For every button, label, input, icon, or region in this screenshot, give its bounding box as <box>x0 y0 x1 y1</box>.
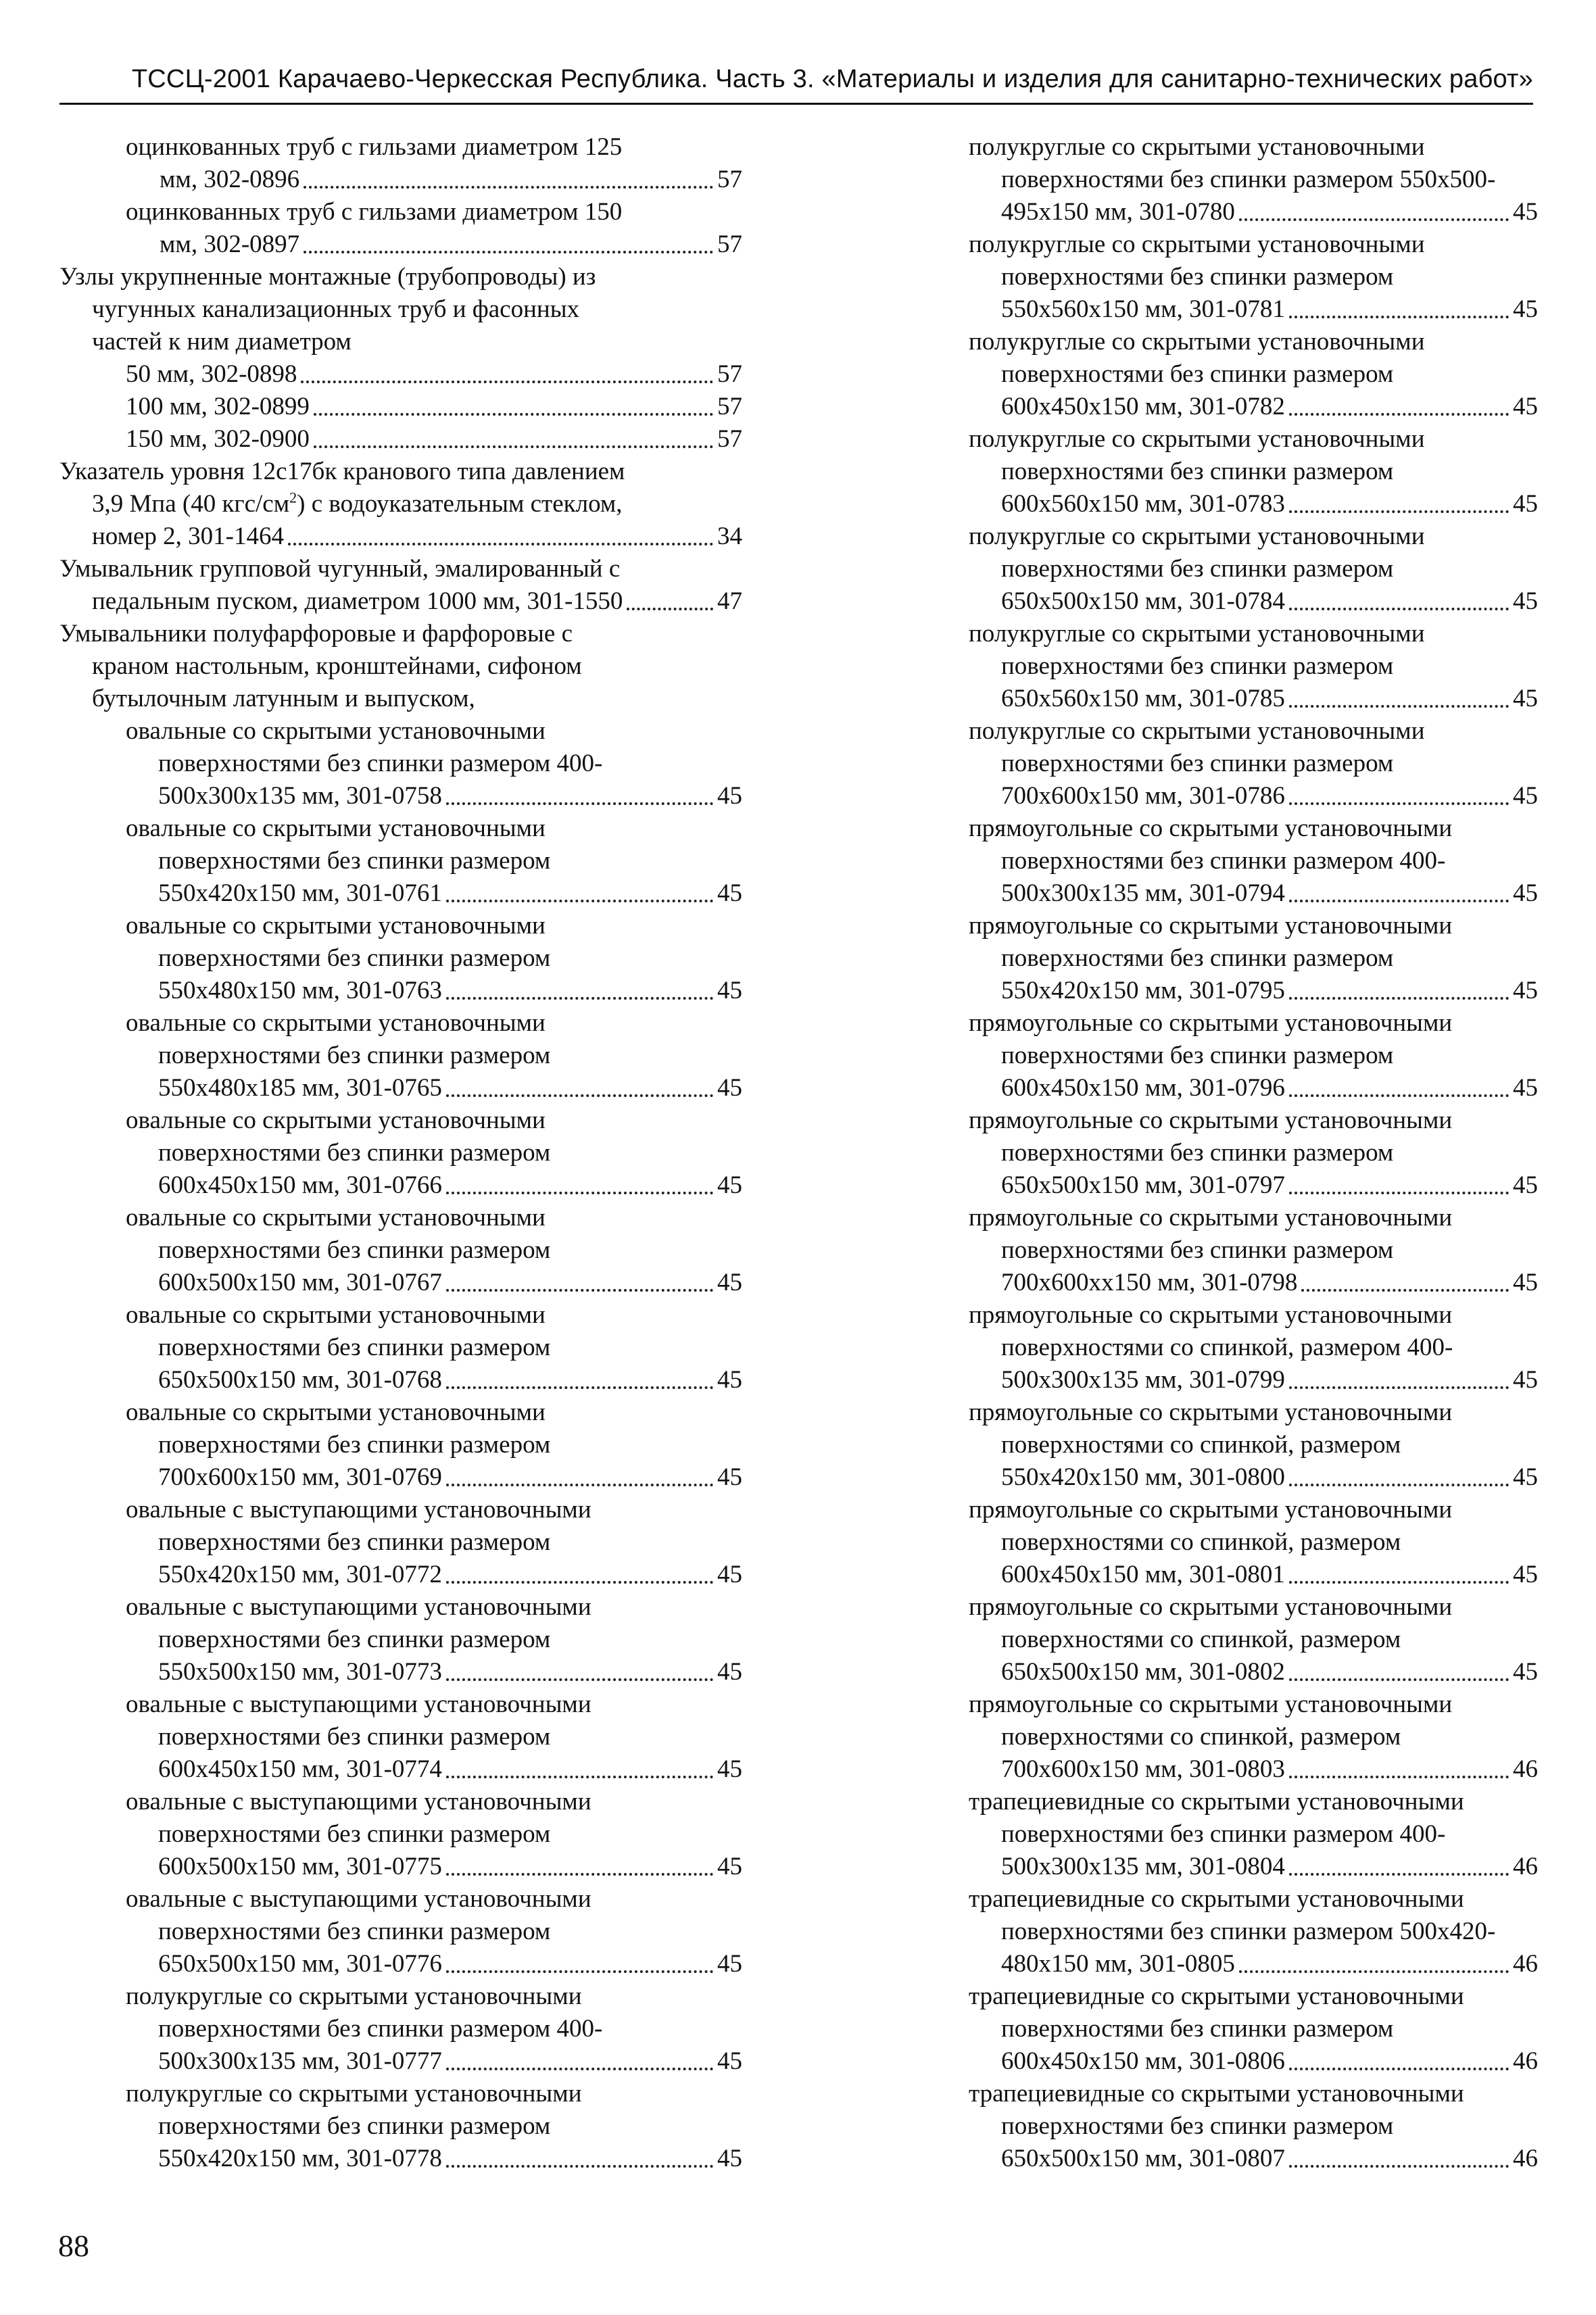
index-entry-text: 700x600x150 мм, 301-0786 <box>1001 782 1285 810</box>
index-page-ref: 45 <box>1513 1658 1538 1686</box>
index-page-ref: 45 <box>717 1561 742 1588</box>
dot-leader <box>446 2165 713 2168</box>
index-entry <box>902 910 1538 1007</box>
dot-leader <box>1289 1873 1509 1876</box>
index-page-ref: 57 <box>717 393 742 420</box>
index-page-ref: 45 <box>1513 490 1538 518</box>
index-entry <box>902 1396 1538 1494</box>
dot-leader <box>1289 802 1509 805</box>
index-entry-text: поверхностями без спинки размером <box>1001 1139 1394 1167</box>
index-entry <box>59 1007 742 1104</box>
index-page-ref: 45 <box>1513 393 1538 420</box>
index-page-ref: 45 <box>717 1755 742 1783</box>
index-page-ref: 45 <box>717 2145 742 2172</box>
index-entry-text: поверхностями без спинки размером 550x500- <box>1001 166 1496 193</box>
index-entry <box>902 2078 1538 2175</box>
index-page-ref: 45 <box>717 1269 742 1296</box>
index-entry-text: поверхностями без спинки размером <box>158 2112 551 2140</box>
index-page-ref: 45 <box>717 1074 742 1102</box>
index-entry-text: 600x500x150 мм, 301-0775 <box>158 1853 442 1880</box>
dot-leader <box>1289 1192 1509 1194</box>
index-page-ref: 45 <box>1513 1561 1538 1588</box>
dot-leader <box>446 997 713 1000</box>
index-entry-text: 50 мм, 302-0898 <box>126 360 297 388</box>
index-entry <box>902 1299 1538 1396</box>
index-entry <box>59 1202 742 1299</box>
index-entry <box>902 1883 1538 1980</box>
index-page-ref: 45 <box>717 977 742 1004</box>
index-entry <box>59 1299 742 1396</box>
index-entry-text: 550x560x150 мм, 301-0781 <box>1001 295 1285 323</box>
index-entry-text: 480x150 мм, 301-0805 <box>1001 1950 1235 1978</box>
index-entry <box>59 1104 742 1202</box>
index-entry-text: 650x500x150 мм, 301-0776 <box>158 1950 442 1978</box>
index-page-ref: 34 <box>717 522 742 550</box>
index-entry <box>902 1688 1538 1786</box>
index-entry-text: трапециевидные со скрытыми установочными <box>969 1788 1464 1816</box>
index-entry-text: 550x420x150 мм, 301-0800 <box>1001 1463 1285 1491</box>
index-entry-text: 3,9 Мпа (40 кгс/$см^2$) с водоуказательным стеклом, <box>92 489 623 518</box>
index-page-ref: 45 <box>717 1463 742 1491</box>
index-entry <box>902 423 1538 520</box>
index-entry-text: 600x450x150 мм, 301-0806 <box>1001 2047 1285 2075</box>
dot-leader <box>446 1192 713 1194</box>
dot-leader <box>446 2068 713 2070</box>
index-page-ref: 45 <box>717 1658 742 1686</box>
dot-leader <box>446 1776 713 1778</box>
dot-leader <box>446 1289 713 1292</box>
dot-leader <box>1289 1484 1509 1486</box>
index-page-ref: 47 <box>717 587 742 615</box>
index-entry-text: поверхностями без спинки размером <box>158 944 551 972</box>
index-entry <box>59 618 742 715</box>
index-entry <box>59 1980 742 2078</box>
index-page-ref: 57 <box>717 166 742 193</box>
index-entry-text: 700x600x150 мм, 301-0803 <box>1001 1755 1285 1783</box>
index-entry-text: поверхностями без спинки размером <box>158 1431 551 1459</box>
index-entry-text: поверхностями без спинки размером <box>158 1236 551 1264</box>
dot-leader <box>446 1873 713 1876</box>
index-entry-text: поверхностями без спинки размером 400- <box>1001 847 1446 875</box>
index-entry-text: бутылочным латунным и выпуском, <box>92 685 475 712</box>
dot-leader <box>1289 1678 1509 1681</box>
index-entry-text: поверхностями со спинкой, размером <box>1001 1431 1401 1459</box>
dot-leader <box>1289 2165 1509 2168</box>
dot-leader <box>446 1094 713 1097</box>
index-entry-text: мм, 302-0897 <box>160 230 300 258</box>
running-header: ТССЦ-2001 Карачаево-Черкесская Республика. Часть 3. «Материалы и изделия для санитарно-технических работ» <box>131 65 1533 93</box>
index-entry-text: 650x500x150 мм, 301-0768 <box>158 1366 442 1394</box>
index-entry <box>59 358 742 391</box>
index-entry <box>902 326 1538 423</box>
index-page-ref: 45 <box>1513 1463 1538 1491</box>
index-entry-text: полукруглые со скрытыми установочными <box>969 328 1425 356</box>
index-entry-text: 550x420x150 мм, 301-0761 <box>158 879 442 907</box>
dot-leader <box>446 1678 713 1681</box>
dot-leader <box>627 608 713 610</box>
dot-leader <box>1289 1776 1509 1778</box>
index-entry-text: 650x560x150 мм, 301-0785 <box>1001 685 1285 712</box>
index-entry <box>59 1494 742 1591</box>
dot-leader <box>1289 1581 1509 1584</box>
index-entry-text: прямоугольные со скрытыми установочными <box>969 1106 1453 1134</box>
index-entry-text: поверхностями без спинки размером <box>158 1334 551 1361</box>
index-entry-text: поверхностями со спинкой, размером <box>1001 1528 1401 1556</box>
index-entry <box>59 715 742 812</box>
index-entry <box>59 456 742 553</box>
index-entry-text: 100 мм, 302-0899 <box>126 393 310 420</box>
index-entry-text: поверхностями без спинки размером <box>1001 2112 1394 2140</box>
index-entry-text: 550x500x150 мм, 301-0773 <box>158 1658 442 1686</box>
index-entry-text: 650x500x150 мм, 301-0784 <box>1001 587 1285 615</box>
index-page-ref: 45 <box>1513 782 1538 810</box>
index-entry <box>59 1591 742 1688</box>
index-entry-text: прямоугольные со скрытыми установочными <box>969 814 1453 842</box>
index-page-ref: 45 <box>1513 587 1538 615</box>
index-entry-text: 500x300x135 мм, 301-0758 <box>158 782 442 810</box>
index-entry-text: овальные с выступающими установочными <box>126 1788 591 1816</box>
index-page-ref: 45 <box>717 1950 742 1978</box>
index-entry <box>59 553 742 618</box>
index-entry <box>59 2078 742 2175</box>
index-page-ref: 45 <box>717 879 742 907</box>
header-rule <box>59 103 1533 105</box>
index-entry-text: 650x500x150 мм, 301-0807 <box>1001 2145 1285 2172</box>
index-entry-text: поверхностями со спинкой, размером 400- <box>1001 1334 1453 1361</box>
index-page-ref: 46 <box>1513 2047 1538 2075</box>
index-entry-text: овальные со скрытыми установочными <box>126 1204 546 1232</box>
index-page-ref: 45 <box>1513 1366 1538 1394</box>
dot-leader <box>446 1970 713 1973</box>
index-entry-text: полукруглые со скрытыми установочными <box>126 1982 582 2010</box>
index-entry-text: поверхностями без спинки размером <box>158 847 551 875</box>
index-entry-text: 650x500x150 мм, 301-0802 <box>1001 1658 1285 1686</box>
index-entry <box>59 261 742 358</box>
index-entry-text: поверхностями без спинки размером <box>158 1723 551 1751</box>
index-entry-text: прямоугольные со скрытыми установочными <box>969 1301 1453 1329</box>
index-entry-text: 600x500x150 мм, 301-0767 <box>158 1269 442 1296</box>
index-entry-text: частей к ним диаметром <box>92 328 352 356</box>
index-entry-text: 600x450x150 мм, 301-0774 <box>158 1755 442 1783</box>
index-entry-text: овальные с выступающими установочными <box>126 1496 591 1524</box>
index-entry-text: 700x600x150 мм, 301-0769 <box>158 1463 442 1491</box>
dot-leader <box>1239 1970 1509 1973</box>
index-entry-text: трапециевидные со скрытыми установочными <box>969 2080 1464 2107</box>
index-entry <box>902 131 1538 228</box>
dot-leader <box>1289 705 1509 708</box>
index-entry-text: поверхностями без спинки размером <box>1001 555 1394 583</box>
index-entry-text: 550x420x150 мм, 301-0795 <box>1001 977 1285 1004</box>
index-page-ref: 46 <box>1513 1853 1538 1880</box>
index-entry-text: трапециевидные со скрытыми установочными <box>969 1885 1464 1913</box>
dot-leader <box>1289 608 1509 610</box>
index-entry <box>902 1494 1538 1591</box>
index-entry <box>59 1688 742 1786</box>
index-page-ref: 45 <box>1513 1074 1538 1102</box>
index-entry-text: прямоугольные со скрытыми установочными <box>969 1009 1453 1037</box>
index-entry-text: овальные со скрытыми установочными <box>126 1301 546 1329</box>
index-entry-text: овальные с выступающими установочными <box>126 1885 591 1913</box>
dot-leader <box>1301 1289 1509 1292</box>
index-entry-text: 500x300x135 мм, 301-0777 <box>158 2047 442 2075</box>
index-entry-text: овальные со скрытыми установочными <box>126 1106 546 1134</box>
index-entry-text: овальные со скрытыми установочными <box>126 717 546 745</box>
index-entry-text: мм, 302-0896 <box>160 166 300 193</box>
index-entry-text: поверхностями со спинкой, размером <box>1001 1723 1401 1751</box>
dot-leader <box>1239 218 1509 221</box>
index-entry-text: полукруглые со скрытыми установочными <box>969 425 1425 453</box>
index-entry-text: поверхностями без спинки размером <box>158 1139 551 1167</box>
index-entry-text: трапециевидные со скрытыми установочными <box>969 1982 1464 2010</box>
index-entry-text: овальные со скрытыми установочными <box>126 1009 546 1037</box>
index-column-right <box>902 131 1538 2175</box>
index-page-ref: 45 <box>717 2047 742 2075</box>
index-page-ref: 45 <box>717 1853 742 1880</box>
index-entry <box>902 1786 1538 1883</box>
index-entry-text: поверхностями без спинки размером <box>1001 1042 1394 1069</box>
index-entry-text: поверхностями без спинки размером <box>1001 360 1394 388</box>
index-entry-text: прямоугольные со скрытыми установочными <box>969 1593 1453 1621</box>
dot-leader <box>1289 413 1509 416</box>
index-entry-text: краном настольным, кронштейнами, сифоном <box>92 652 582 680</box>
index-page-ref: 45 <box>717 782 742 810</box>
index-page-ref: 46 <box>1513 2145 1538 2172</box>
index-entry-text: оцинкованных труб с гильзами диаметром 125 <box>126 133 623 161</box>
index-entry-text: поверхностями без спинки размером <box>1001 1236 1394 1264</box>
dot-leader <box>1289 1386 1509 1389</box>
index-entry <box>59 196 742 261</box>
dot-leader <box>1289 997 1509 1000</box>
index-entry-text: поверхностями без спинки размером 400- <box>158 750 603 777</box>
index-entry-text: поверхностями без спинки размером <box>1001 263 1394 291</box>
index-entry <box>902 812 1538 910</box>
index-entry <box>902 1007 1538 1104</box>
index-page-ref: 45 <box>1513 1269 1538 1296</box>
index-page-ref: 45 <box>1513 295 1538 323</box>
index-entry-text: поверхностями без спинки размером <box>1001 750 1394 777</box>
index-entry <box>59 910 742 1007</box>
index-entry-text: Умывальник групповой чугунный, эмалированный с <box>59 555 621 583</box>
index-entry-text: полукруглые со скрытыми установочными <box>969 522 1425 550</box>
index-entry-text: поверхностями без спинки размером <box>1001 944 1394 972</box>
index-entry-text: 600x450x150 мм, 301-0796 <box>1001 1074 1285 1102</box>
index-entry-text: овальные с выступающими установочными <box>126 1593 591 1621</box>
index-page-ref: 45 <box>1513 198 1538 226</box>
dot-leader <box>288 543 713 545</box>
dot-leader <box>301 381 713 383</box>
index-entry <box>59 1396 742 1494</box>
index-entry-text: 550x480x185 мм, 301-0765 <box>158 1074 442 1102</box>
index-entry <box>902 228 1538 326</box>
dot-leader <box>1289 316 1509 318</box>
index-entry <box>59 423 742 456</box>
index-entry-text: Умывальники полуфарфоровые и фарфоровые с <box>59 620 573 648</box>
index-entry-text: номер 2, 301-1464 <box>92 522 285 550</box>
index-entry-text: полукруглые со скрытыми установочными <box>969 230 1425 258</box>
index-entry-text: прямоугольные со скрытыми установочными <box>969 912 1453 940</box>
index-entry <box>902 520 1538 618</box>
index-entry-text: прямоугольные со скрытыми установочными <box>969 1398 1453 1426</box>
index-entry-text: 500x300x135 мм, 301-0804 <box>1001 1853 1285 1880</box>
index-entry <box>59 1883 742 1980</box>
index-entry <box>59 812 742 910</box>
index-page-ref: 45 <box>1513 977 1538 1004</box>
index-entry-text: поверхностями без спинки размером 500x420- <box>1001 1918 1496 1945</box>
index-entry-text: педальным пуском, диаметром 1000 мм, 301-1550 <box>92 587 623 615</box>
index-entry-text: Узлы укрупненные монтажные (трубопроводы) из <box>59 263 596 291</box>
index-entry <box>902 1591 1538 1688</box>
dot-leader <box>314 413 713 416</box>
index-page-ref: 45 <box>1513 879 1538 907</box>
index-entry-text: 550x420x150 мм, 301-0772 <box>158 1561 442 1588</box>
dot-leader <box>446 1386 713 1389</box>
index-entry-text: поверхностями без спинки размером <box>1001 458 1394 485</box>
index-entry-text: 600x450x150 мм, 301-0782 <box>1001 393 1285 420</box>
index-page-ref: 45 <box>717 1171 742 1199</box>
index-entry-text: прямоугольные со скрытыми установочными <box>969 1496 1453 1524</box>
index-entry <box>902 618 1538 715</box>
index-entry-text: овальные со скрытыми установочными <box>126 814 546 842</box>
index-page-ref: 46 <box>1513 1755 1538 1783</box>
index-page-ref: 45 <box>717 1366 742 1394</box>
dot-leader <box>1289 2068 1509 2070</box>
index-entry-text: 650x500x150 мм, 301-0797 <box>1001 1171 1285 1199</box>
index-entry-text: 495x150 мм, 301-0780 <box>1001 198 1235 226</box>
index-entry-text: поверхностями без спинки размером 400- <box>158 2015 603 2043</box>
dot-leader <box>1289 900 1509 902</box>
index-entry-text: оцинкованных труб с гильзами диаметром 150 <box>126 198 623 226</box>
dot-leader <box>314 445 713 448</box>
index-entry <box>902 1104 1538 1202</box>
index-entry-text: поверхностями без спинки размером <box>158 1528 551 1556</box>
index-entry-text: поверхностями без спинки размером 400- <box>1001 1820 1446 1848</box>
index-entry-text: 550x420x150 мм, 301-0778 <box>158 2145 442 2172</box>
index-entry <box>59 391 742 423</box>
index-entry-text: овальные с выступающими установочными <box>126 1690 591 1718</box>
dot-leader <box>446 1581 713 1584</box>
index-entry-text: 600x450x150 мм, 301-0766 <box>158 1171 442 1199</box>
index-entry-text: поверхностями без спинки размером <box>158 1820 551 1848</box>
dot-leader <box>1289 510 1509 513</box>
index-entry-text: поверхностями со спинкой, размером <box>1001 1626 1401 1653</box>
index-entry-text: поверхностями без спинки размером <box>158 1042 551 1069</box>
index-entry-text: 500x300x135 мм, 301-0794 <box>1001 879 1285 907</box>
index-entry-text: полукруглые со скрытыми установочными <box>969 133 1425 161</box>
index-entry <box>902 1980 1538 2078</box>
index-page-ref: 57 <box>717 425 742 453</box>
index-page-ref: 45 <box>1513 1171 1538 1199</box>
dot-leader <box>446 900 713 902</box>
index-entry <box>59 131 742 196</box>
index-entry <box>902 1202 1538 1299</box>
index-entry-text: поверхностями без спинки размером <box>1001 652 1394 680</box>
index-entry-text: полукруглые со скрытыми установочными <box>126 2080 582 2107</box>
index-entry-text: овальные со скрытыми установочными <box>126 912 546 940</box>
index-entry-text: поверхностями без спинки размером <box>158 1918 551 1945</box>
index-page-ref: 46 <box>1513 1950 1538 1978</box>
index-entry-text: 600x450x150 мм, 301-0801 <box>1001 1561 1285 1588</box>
dot-leader <box>1289 1094 1509 1097</box>
index-page-ref: 57 <box>717 230 742 258</box>
index-entry <box>902 715 1538 812</box>
index-entry-text: полукруглые со скрытыми установочными <box>969 717 1425 745</box>
dot-leader <box>304 186 713 189</box>
index-page-ref: 57 <box>717 360 742 388</box>
index-entry <box>59 1786 742 1883</box>
index-entry-text: Указатель уровня 12с17бк кранового типа давлением <box>59 458 625 485</box>
index-page-ref: 45 <box>1513 685 1538 712</box>
index-entry-text: прямоугольные со скрытыми установочными <box>969 1204 1453 1232</box>
index-column-left <box>59 131 742 2175</box>
dot-leader <box>446 802 713 805</box>
index-entry-text: чугунных канализационных труб и фасонных <box>92 295 580 323</box>
index-entry-text: поверхностями без спинки размером <box>158 1626 551 1653</box>
index-entry-text: 150 мм, 302-0900 <box>126 425 310 453</box>
index-entry-text: 700x600xx150 мм, 301-0798 <box>1001 1269 1298 1296</box>
index-entry-text: овальные со скрытыми установочными <box>126 1398 546 1426</box>
index-entry-text: поверхностями без спинки размером <box>1001 2015 1394 2043</box>
index-entry-text: полукруглые со скрытыми установочными <box>969 620 1425 648</box>
dot-leader <box>304 251 713 253</box>
index-entry-text: 500x300x135 мм, 301-0799 <box>1001 1366 1285 1394</box>
page-number: 88 <box>58 2228 89 2263</box>
dot-leader <box>446 1484 713 1486</box>
index-entry-text: прямоугольные со скрытыми установочными <box>969 1690 1453 1718</box>
index-entry-text: 600x560x150 мм, 301-0783 <box>1001 490 1285 518</box>
index-entry-text: 550x480x150 мм, 301-0763 <box>158 977 442 1004</box>
